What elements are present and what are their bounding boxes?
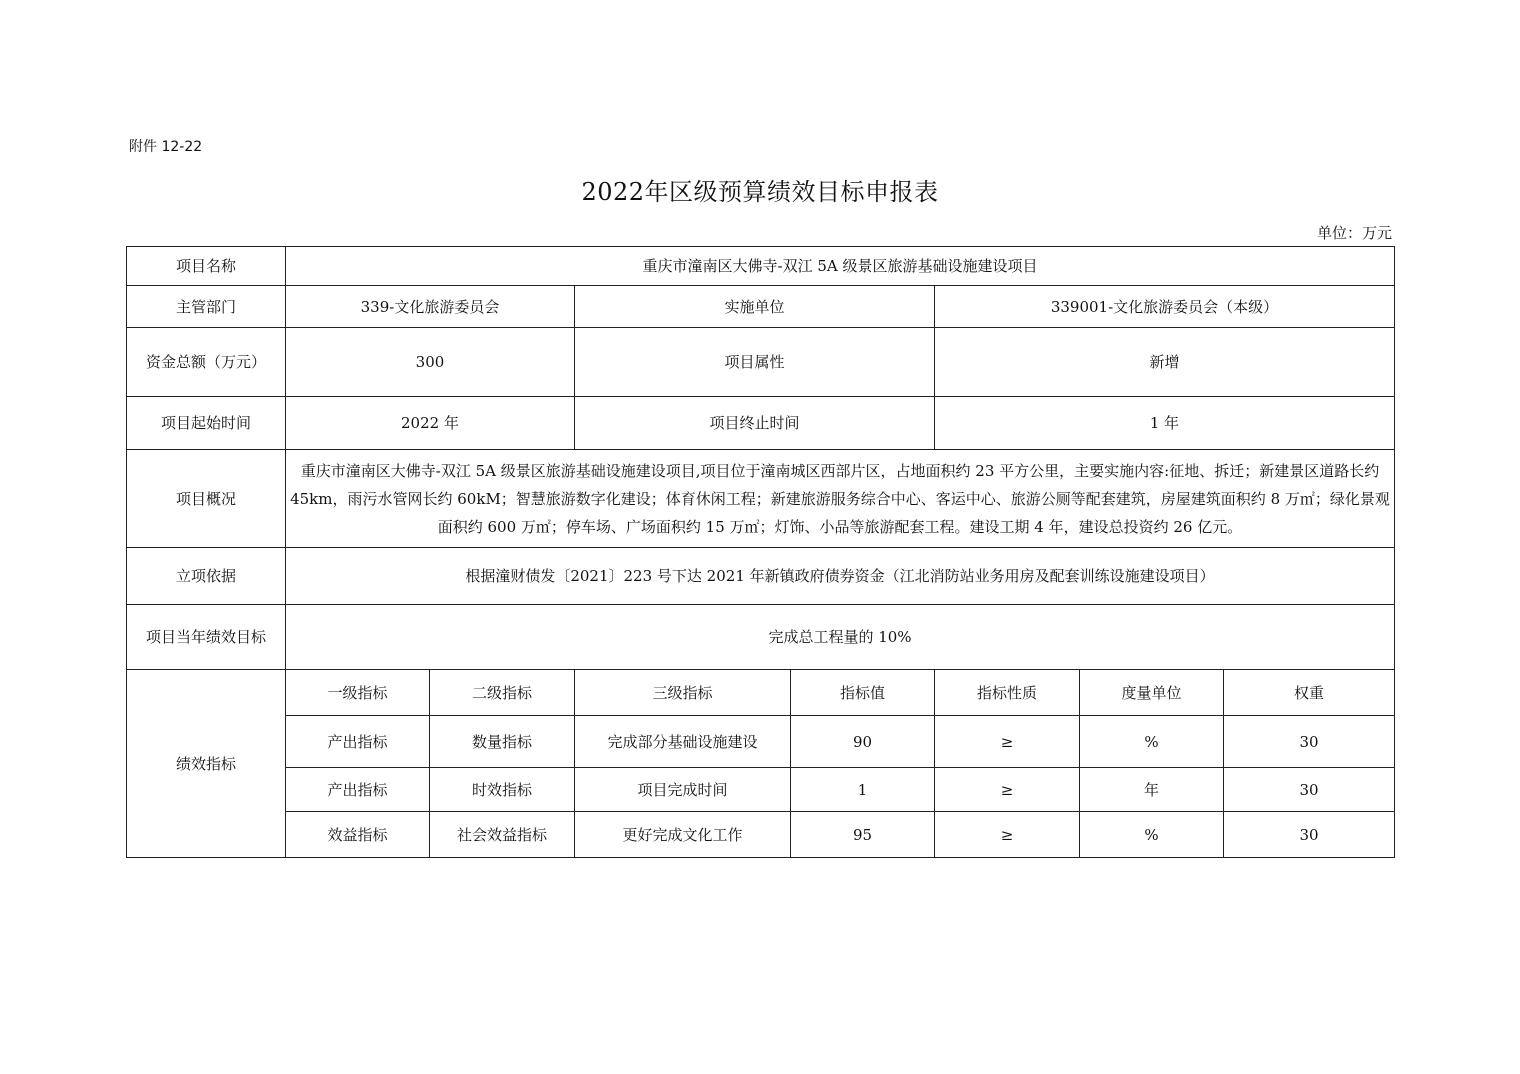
level1-cell: 产出指标 [286,716,430,768]
attachment-label: 附件 12-22 [129,139,203,155]
page-title: 2022年区级预算绩效目标申报表 [581,178,939,206]
weight-cell: 30 [1224,812,1395,858]
unit-label: 单位：万元 [1316,224,1392,242]
header-value: 指标值 [791,670,935,716]
department-label: 主管部门 [127,286,286,328]
implementer-label: 实施单位 [575,286,935,328]
value-cell: 90 [791,716,935,768]
performance-target-table [126,246,1395,858]
header-weight: 权重 [1224,670,1395,716]
row-funding [127,328,1395,397]
project-attribute-label: 项目属性 [575,328,935,397]
weight-cell: 30 [1224,716,1395,768]
level2-cell: 数量指标 [430,716,575,768]
level3-cell: 完成部分基础设施建设 [575,716,791,768]
indicator-row [127,812,1395,858]
end-time-value: 1 年 [935,397,1395,450]
indicator-row [127,716,1395,768]
value-cell: 1 [791,768,935,812]
project-name-value: 重庆市潼南区大佛寺-双江 5A 级景区旅游基础设施建设项目 [286,247,1395,286]
level1-cell: 效益指标 [286,812,430,858]
funding-label: 资金总额（万元） [127,328,286,397]
header-nature: 指标性质 [935,670,1080,716]
project-name-label: 项目名称 [127,247,286,286]
nature-cell: ≥ [935,768,1080,812]
indicator-row [127,768,1395,812]
overview-value: 重庆市潼南区大佛寺-双江 5A 级景区旅游基础设施建设项目,项目位于潼南城区西部片区，占地面积约 23 平方公里，主要实施内容:征地、拆迁；新建景区道路长约 45km，雨污水管网长约 60kM；智慧旅游数字化建设；体育休闲工程；新建旅游服务综合中心、客运中心、旅游公厕等配套建筑，房屋建筑面积约 8 万㎡；绿化景观面积约 600 万㎡；停车场、广场面积约 15 万㎡；灯饰、小品等旅游配套工程。建设工期 4 年，建设总投资约 26 亿元。 [286,450,1395,548]
row-basis [127,548,1395,605]
level3-cell: 更好完成文化工作 [575,812,791,858]
indicators-label: 绩效指标 [127,670,286,858]
department-value: 339-文化旅游委员会 [286,286,575,328]
row-goal [127,605,1395,670]
indicator-header-row [127,670,1395,716]
unit-cell: % [1080,716,1224,768]
row-project-name [127,247,1395,286]
start-time-value: 2022 年 [286,397,575,450]
header-level3: 三级指标 [575,670,791,716]
weight-cell: 30 [1224,768,1395,812]
level2-cell: 社会效益指标 [430,812,575,858]
nature-cell: ≥ [935,812,1080,858]
unit-cell: % [1080,812,1224,858]
unit-cell: 年 [1080,768,1224,812]
row-department [127,286,1395,328]
level3-cell: 项目完成时间 [575,768,791,812]
funding-value: 300 [286,328,575,397]
goal-value: 完成总工程量的 10% [286,605,1395,670]
overview-label: 项目概况 [127,450,286,548]
end-time-label: 项目终止时间 [575,397,935,450]
project-attribute-value: 新增 [935,328,1395,397]
basis-value: 根据潼财债发〔2021〕223 号下达 2021 年新镇政府债券资金（江北消防站业务用房及配套训练设施建设项目） [286,548,1395,605]
header-level1: 一级指标 [286,670,430,716]
value-cell: 95 [791,812,935,858]
nature-cell: ≥ [935,716,1080,768]
row-period [127,397,1395,450]
level2-cell: 时效指标 [430,768,575,812]
header-unit: 度量单位 [1080,670,1224,716]
start-time-label: 项目起始时间 [127,397,286,450]
goal-label: 项目当年绩效目标 [127,605,286,670]
row-overview [127,450,1395,548]
basis-label: 立项依据 [127,548,286,605]
implementer-value: 339001-文化旅游委员会（本级） [935,286,1395,328]
header-level2: 二级指标 [430,670,575,716]
level1-cell: 产出指标 [286,768,430,812]
